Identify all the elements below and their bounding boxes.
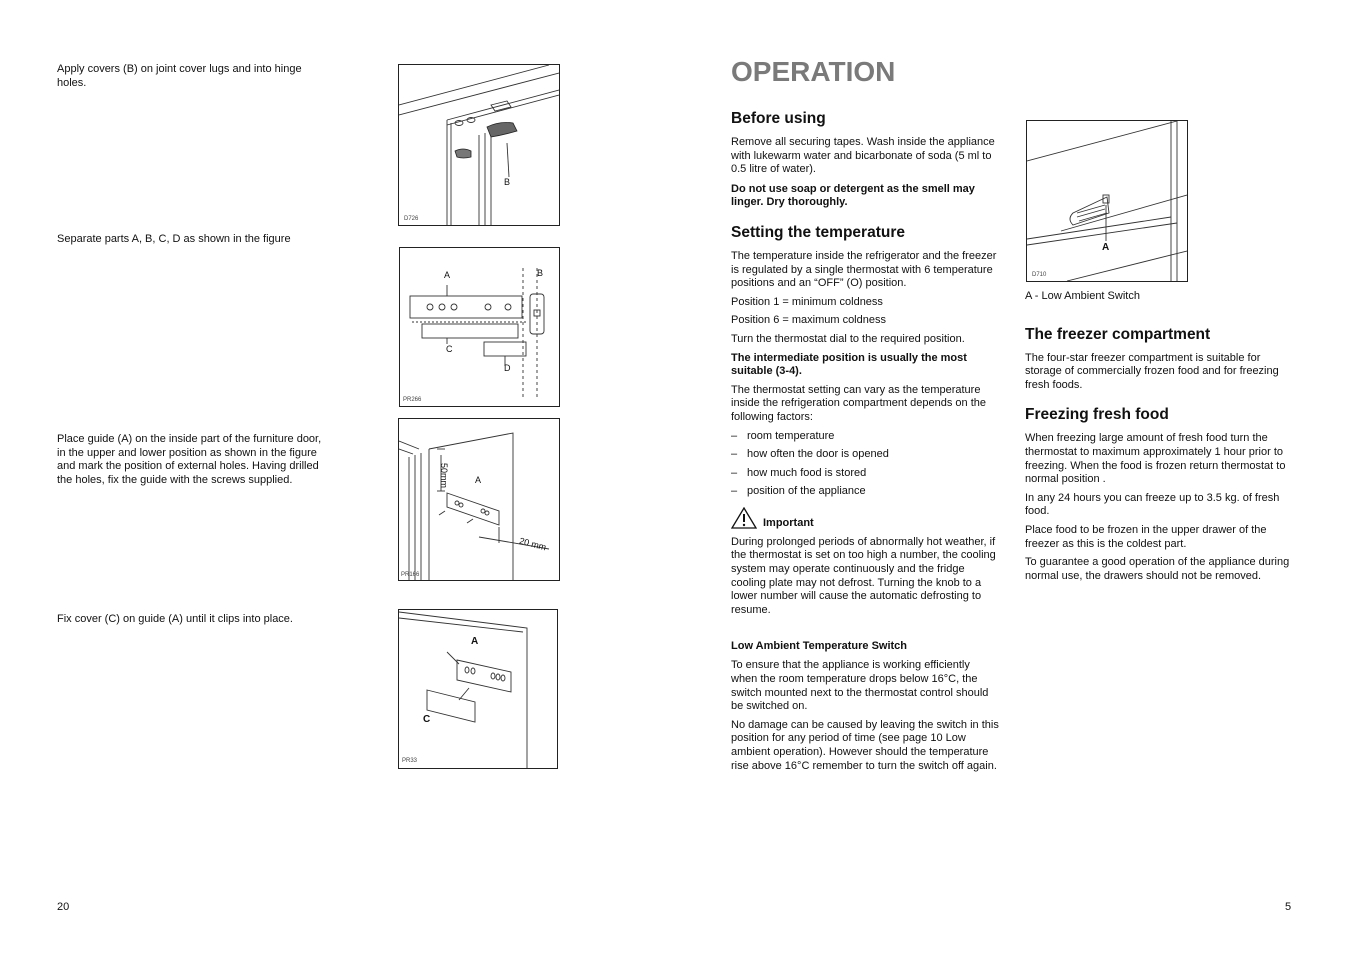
before-using-warning: Do not use soap or detergent as the smell may linger. Dry thoroughly. — [731, 182, 975, 209]
figure-d726 — [398, 64, 560, 226]
warning-icon — [731, 507, 757, 529]
heading-before-using: Before using — [731, 110, 826, 127]
freezing-p2: In any 24 hours you can freeze up to 3.5 kg. of fresh food. — [1025, 491, 1280, 518]
label-c: C — [446, 344, 453, 354]
label-50mm: 50mm — [439, 463, 449, 489]
important-text: During prolonged periods of abnormally hot weather, if the thermostat is set on too high a number, the cooling system may operate continuously and the fridge cooling plate may not defrost. Turning the knob to a lower number will cause the automatic defrosting to resume. — [731, 535, 996, 616]
step1-text: Apply covers (B) on joint cover lugs and into hinge holes. — [57, 63, 302, 89]
label-d: D — [504, 363, 511, 373]
setting-p4: Turn the thermostat dial to the required position. — [731, 332, 965, 345]
setting-p1: The temperature inside the refrigerator and the freezer is regulated by a single thermostat with 6 temperature positions and an “OFF” (O) position. — [731, 249, 997, 290]
label-a: A — [475, 475, 482, 485]
important-label: Important — [763, 516, 814, 529]
figure-pr33 — [398, 609, 558, 769]
freezing-p1: When freezing large amount of fresh food turn the thermostat to maximum approximately 1 hour prior to freezing. When the food is frozen return thermostat to normal position . — [1025, 432, 1286, 486]
step3-text: Place guide (A) on the inside part of the furniture door, in the upper and lower position as shown in the figure and mark the position of external holes. Having drilled the holes, fix the guide with the screws supplied. — [57, 433, 322, 486]
figure-code: D710 — [1032, 272, 1047, 278]
freezer-p1: The four-star freezer compartment is suitable for storage of commercially frozen food and for freezing fresh foods. — [1025, 351, 1279, 391]
hinge-cover-diagram — [399, 65, 559, 225]
before-using-p1: Remove all securing tapes. Wash inside the appliance with lukewarm water and bicarbonate of soda (5 ml to 0.5 litre of water). — [731, 136, 995, 176]
heading-setting-temperature: Setting the temperature — [731, 223, 905, 241]
page-title: OPERATION — [731, 56, 896, 87]
label-a: A — [471, 636, 479, 647]
guide-placement-diagram — [399, 419, 559, 580]
figure-code: PR166 — [401, 572, 420, 578]
page-number-left: 20 — [57, 901, 70, 913]
setting-p3: Position 6 = maximum coldness — [731, 314, 886, 327]
label-a: A — [444, 270, 451, 280]
right-column-1 — [731, 56, 999, 773]
important-heading — [731, 507, 999, 529]
heading-freezing-fresh-food: Freezing fresh food — [1025, 406, 1169, 424]
step4-text: Fix cover (C) on guide (A) until it clips into place. — [57, 613, 293, 625]
label-b: B — [537, 268, 544, 278]
heading-low-ambient: Low Ambient Temperature Switch — [731, 640, 908, 653]
setting-p2: Position 1 = minimum coldness — [731, 295, 883, 308]
list-item: – how much food is stored — [731, 466, 867, 479]
low-ambient-p1: To ensure that the appliance is working efficiently when the room temperature drops below 16°C, the switch mounted next to the thermostat control should be switched on. — [731, 659, 989, 713]
cover-clip-diagram — [399, 610, 557, 768]
figure-pr266 — [399, 247, 560, 407]
figure-d710 — [1026, 120, 1188, 282]
setting-p5: The intermediate position is usually the most suitable (3-4). — [731, 351, 967, 378]
list-item: – position of the appliance — [731, 485, 866, 498]
list-item: – how often the door is opened — [731, 448, 889, 461]
parts-diagram — [400, 248, 559, 406]
label-c: C — [423, 714, 431, 725]
figure-pr166 — [398, 418, 560, 581]
right-column-2 — [1025, 290, 1295, 583]
figure-code: D726 — [404, 216, 419, 222]
freezing-p4: To guarantee a good operation of the appliance during normal use, the drawers should not be removed. — [1025, 556, 1290, 582]
freezing-p3: Place food to be frozen in the upper drawer of the freezer as this is the coldest part. — [1025, 523, 1267, 550]
setting-p6: The thermostat setting can vary as the temperature inside the refrigeration compartment depends on the following factors: — [731, 383, 986, 423]
label-b: B — [504, 177, 511, 187]
list-item: – room temperature — [731, 429, 835, 442]
heading-freezer-compartment: The freezer compartment — [1025, 325, 1211, 343]
label-20mm: 20 mm — [518, 535, 548, 553]
label-a: A — [1102, 242, 1110, 253]
step2-text: Separate parts A, B, C, D as shown in the figure — [57, 233, 291, 245]
figure-code: PR266 — [403, 397, 422, 403]
figure-code: PR33 — [402, 758, 418, 764]
low-ambient-switch-diagram — [1027, 121, 1187, 281]
figure-caption: A - Low Ambient Switch — [1025, 290, 1140, 302]
low-ambient-p2: No damage can be caused by leaving the switch in this position for any period of time (see page 10 Low ambient operation). However should the temperature rise above 16°C remember to turn the switch off again. — [731, 718, 999, 772]
page-number-right: 5 — [1285, 901, 1292, 913]
factors-list — [731, 430, 999, 499]
